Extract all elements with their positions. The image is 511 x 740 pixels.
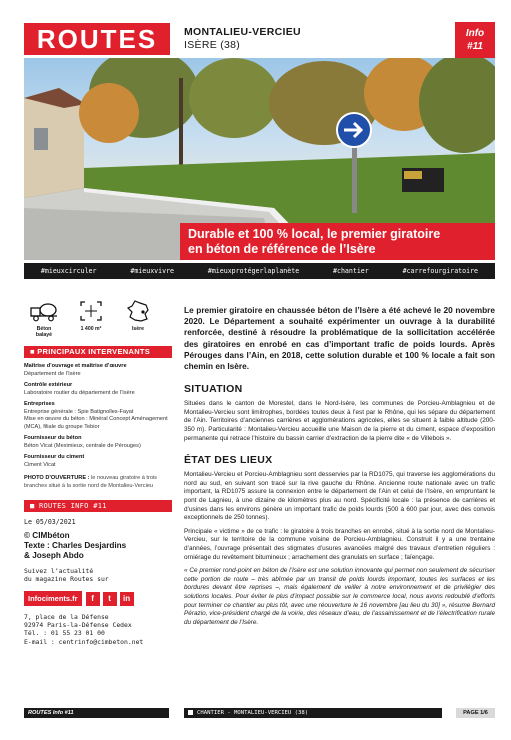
paragraph-quote: « Ce premier rond-point en béton de l’Isère est une solution innovante qui permet non seulement de sécuriser cette portion de route – très abîmée par un transit de poids lourds important, toutes les surfaces et les bordures devant être reprises –, mais également de veiller à notre environnement et de privilégier des solutions locales. Pour éviter le plus d’impact possible sur le commerce local, nous avons redoublé d’efforts pour terminer ce chantier au plus tôt, avec une réouverture le 16 novembre [au lieu du 30] », résume Bernard Pérazio, vice-président chargé de la voirie, des réseaux d’eau, de l’assainissement et de l’électrification rurale du département de l’Isère. bbox=[184, 567, 495, 626]
detail: Laboratoire routier du département de l’Isère bbox=[24, 389, 135, 396]
follow-line: du magazine Routes sur bbox=[24, 575, 109, 583]
social-links bbox=[24, 591, 172, 606]
hashtag: #mieuxcirculer bbox=[40, 267, 97, 275]
follow-line: Suivez l’actualité bbox=[24, 567, 94, 575]
caption-text: Béton balayé bbox=[35, 326, 53, 338]
hashtag: #mieuxvivre bbox=[130, 267, 175, 275]
article-lede: Le premier giratoire en chaussée béton de l’Isère a été achevé le 20 novembre 2020. Le Département a souhaité expérimenter un ouvrage à la durabilité renforcée, destiné à résoudre la problématique de la sollicitation accélérée des giratoires en enrobé en cas d’important trafic de poids lourds. Après Pérouges dans l’Ain, en 2018, cette solution durable et 100 % locale a fait son chemin en Isère. bbox=[184, 305, 495, 372]
role: Fournisseur du béton bbox=[24, 435, 82, 441]
intervenants-heading: ■ PRINCIPAUX INTERVENANTS bbox=[24, 346, 172, 358]
routes-info-heading: ■ ROUTES INFO #11 bbox=[24, 500, 172, 512]
page-header bbox=[0, 0, 511, 58]
twitter-icon[interactable]: t bbox=[103, 592, 117, 606]
list-item bbox=[24, 363, 172, 378]
detail: Département de l’Isère bbox=[24, 370, 81, 377]
detail: Entreprise générale : Spie Batignolles-Fayat Mise en œuvre du béton : Minéral Concept Aménagement (MCA), filiale du groupe Tebior bbox=[24, 408, 168, 430]
address-line: 7, place de la Défense bbox=[24, 613, 109, 621]
hero-title-banner bbox=[180, 223, 495, 260]
department-name: ISÈRE (38) bbox=[184, 39, 241, 51]
credits bbox=[24, 531, 172, 561]
infociments-link[interactable]: Infociments.fr bbox=[24, 591, 82, 606]
detail: Béton Vicat (Meximieux, centrale de Pérouges) bbox=[24, 442, 141, 449]
footer-section-text: CHANTIER - MONTALIEU-VERCIEU (38) bbox=[197, 710, 309, 716]
hashtag-bar bbox=[24, 263, 495, 279]
intervenants-title: PRINCIPAUX INTERVENANTS bbox=[37, 347, 151, 356]
key-figure bbox=[26, 300, 62, 338]
list-item bbox=[24, 382, 172, 397]
hashtag: #carrefourgiratoire bbox=[402, 267, 479, 275]
info-tag bbox=[455, 22, 495, 58]
concrete-mixer-icon bbox=[29, 300, 59, 322]
facebook-icon[interactable]: f bbox=[86, 592, 100, 606]
hashtag: #chantier bbox=[333, 267, 369, 275]
credit-line: Texte : Charles Desjardins bbox=[24, 541, 127, 550]
linkedin-icon[interactable]: in bbox=[120, 592, 134, 606]
france-map-icon bbox=[126, 300, 150, 322]
photo-caption-label: PHOTO D’OUVERTURE : bbox=[24, 475, 90, 481]
footer-section bbox=[184, 708, 442, 718]
list-item bbox=[24, 435, 172, 450]
hero-title-line2: en béton de référence de l’Isère bbox=[188, 242, 376, 256]
footer-publication: ROUTES Info #11 bbox=[24, 708, 169, 718]
info-label: Info bbox=[465, 28, 485, 39]
list-item bbox=[24, 401, 172, 431]
key-figure bbox=[120, 300, 156, 338]
credit-line: & Joseph Abdo bbox=[24, 551, 84, 560]
role: Fournisseur du ciment bbox=[24, 454, 85, 460]
key-figure bbox=[73, 300, 109, 338]
publication-date: Le 05/03/2021 bbox=[24, 518, 76, 526]
phone-line: Tél. : 01 55 23 01 00 bbox=[24, 629, 105, 638]
paragraph-etat-1: Montalieu-Vercieu et Porcieu-Amblagnieu sont desservies par la RD1075, qui traverse les agglomérations du nord au sud, en suivant son tracé sur la rive gauche du Rhône. Ancienne route nationale avec un trafic important, la RD1075 assure la connexion entre le département de l’Ain et celui de l’Isère, en empruntant le pont de Lagnieu, à une dizaine de kilomètres plus au nord. Spécificité locale : la présence de carrières et d’usines dans les environs génère un important trafic de poids lourds (500 à 600 par jour, avec des convois exceptionnels de 250 tonnes). bbox=[184, 471, 495, 522]
key-figure-caption: 1 400 m² bbox=[80, 326, 102, 332]
page-number: PAGE 1/6 bbox=[456, 708, 495, 718]
list-item bbox=[24, 454, 172, 469]
key-figure-caption bbox=[26, 326, 62, 338]
area-icon bbox=[79, 300, 103, 322]
address-block bbox=[24, 613, 172, 646]
location-block bbox=[184, 26, 301, 52]
sidebar-column bbox=[24, 300, 172, 646]
intervenants-list bbox=[24, 363, 172, 469]
intervenants-section bbox=[24, 346, 172, 469]
key-figures bbox=[26, 300, 156, 338]
photo-caption bbox=[24, 475, 172, 490]
follow-text bbox=[24, 567, 172, 583]
heading-etat-des-lieux: ÉTAT DES LIEUX bbox=[184, 454, 273, 467]
address-line: 92974 Paris-la-Défense Cedex bbox=[24, 621, 132, 630]
role: Maîtrise d’ouvrage et maîtrise d’œuvre bbox=[24, 363, 127, 369]
key-figure-caption: Isère bbox=[131, 326, 145, 332]
paragraph-etat-2: Principale « victime » de ce trafic : le giratoire à trois branches en enrobé, situé à la sortie nord de Montalieu-Vercieu, sur le territoire de la commune voisine de Porcieu-Amblagnieu. Construit il y a une trentaine d’années, l’ouvrage présentait des stigmates d’usures avancées malgré des travaux d’entretien réguliers : orniérage du revêtement bitumineux ; arrachement des granulats en surface ; faïençage. bbox=[184, 527, 495, 561]
role: Contrôle extérieur bbox=[24, 382, 73, 388]
paragraph-situation: Situées dans le canton de Morestel, dans le Nord-Isère, les communes de Porcieu-Amblagnieu et de Montalieu-Vercieu sont limitrophes, bordées toutes deux à l’est par le Rhône, qui les sépare du département de l’Ain. Territoires d’anciennes carrières et agglomérations agricoles, elles se situent à faible altitude (200-350 m). Particularité : Montalieu-Vercieu accueille une Maison de la pierre et du ciment, espace d’exposition permanente qui retrace l’histoire du bassin carrier d’extraction de la pierre dite « de Villebois ». bbox=[184, 400, 495, 442]
info-number: #11 bbox=[467, 41, 483, 52]
routes-info-title: ROUTES INFO #11 bbox=[39, 502, 107, 510]
credit-line: © CIMbéton bbox=[24, 531, 70, 540]
article-column bbox=[184, 305, 495, 627]
detail: Ciment Vicat bbox=[24, 461, 56, 468]
routes-info-section bbox=[24, 500, 172, 646]
role: Entreprises bbox=[24, 401, 55, 407]
photo-caption-text: le nouveau giratoire à trois branches situé à la sortie nord de Montalieu-Vercieu bbox=[24, 475, 157, 489]
heading-situation: SITUATION bbox=[184, 383, 243, 396]
page-footer bbox=[24, 708, 495, 718]
hashtag: #mieuxprotégerlaplanète bbox=[207, 267, 300, 275]
city-name: MONTALIEU-VERCIEU bbox=[184, 26, 301, 38]
hero-title-line1: Durable et 100 % local, le premier giratoire bbox=[188, 227, 441, 241]
routes-logo: ROUTES bbox=[24, 23, 170, 55]
email-line: E-mail : centrinfo@cimbeton.net bbox=[24, 637, 144, 646]
square-icon bbox=[188, 710, 193, 715]
